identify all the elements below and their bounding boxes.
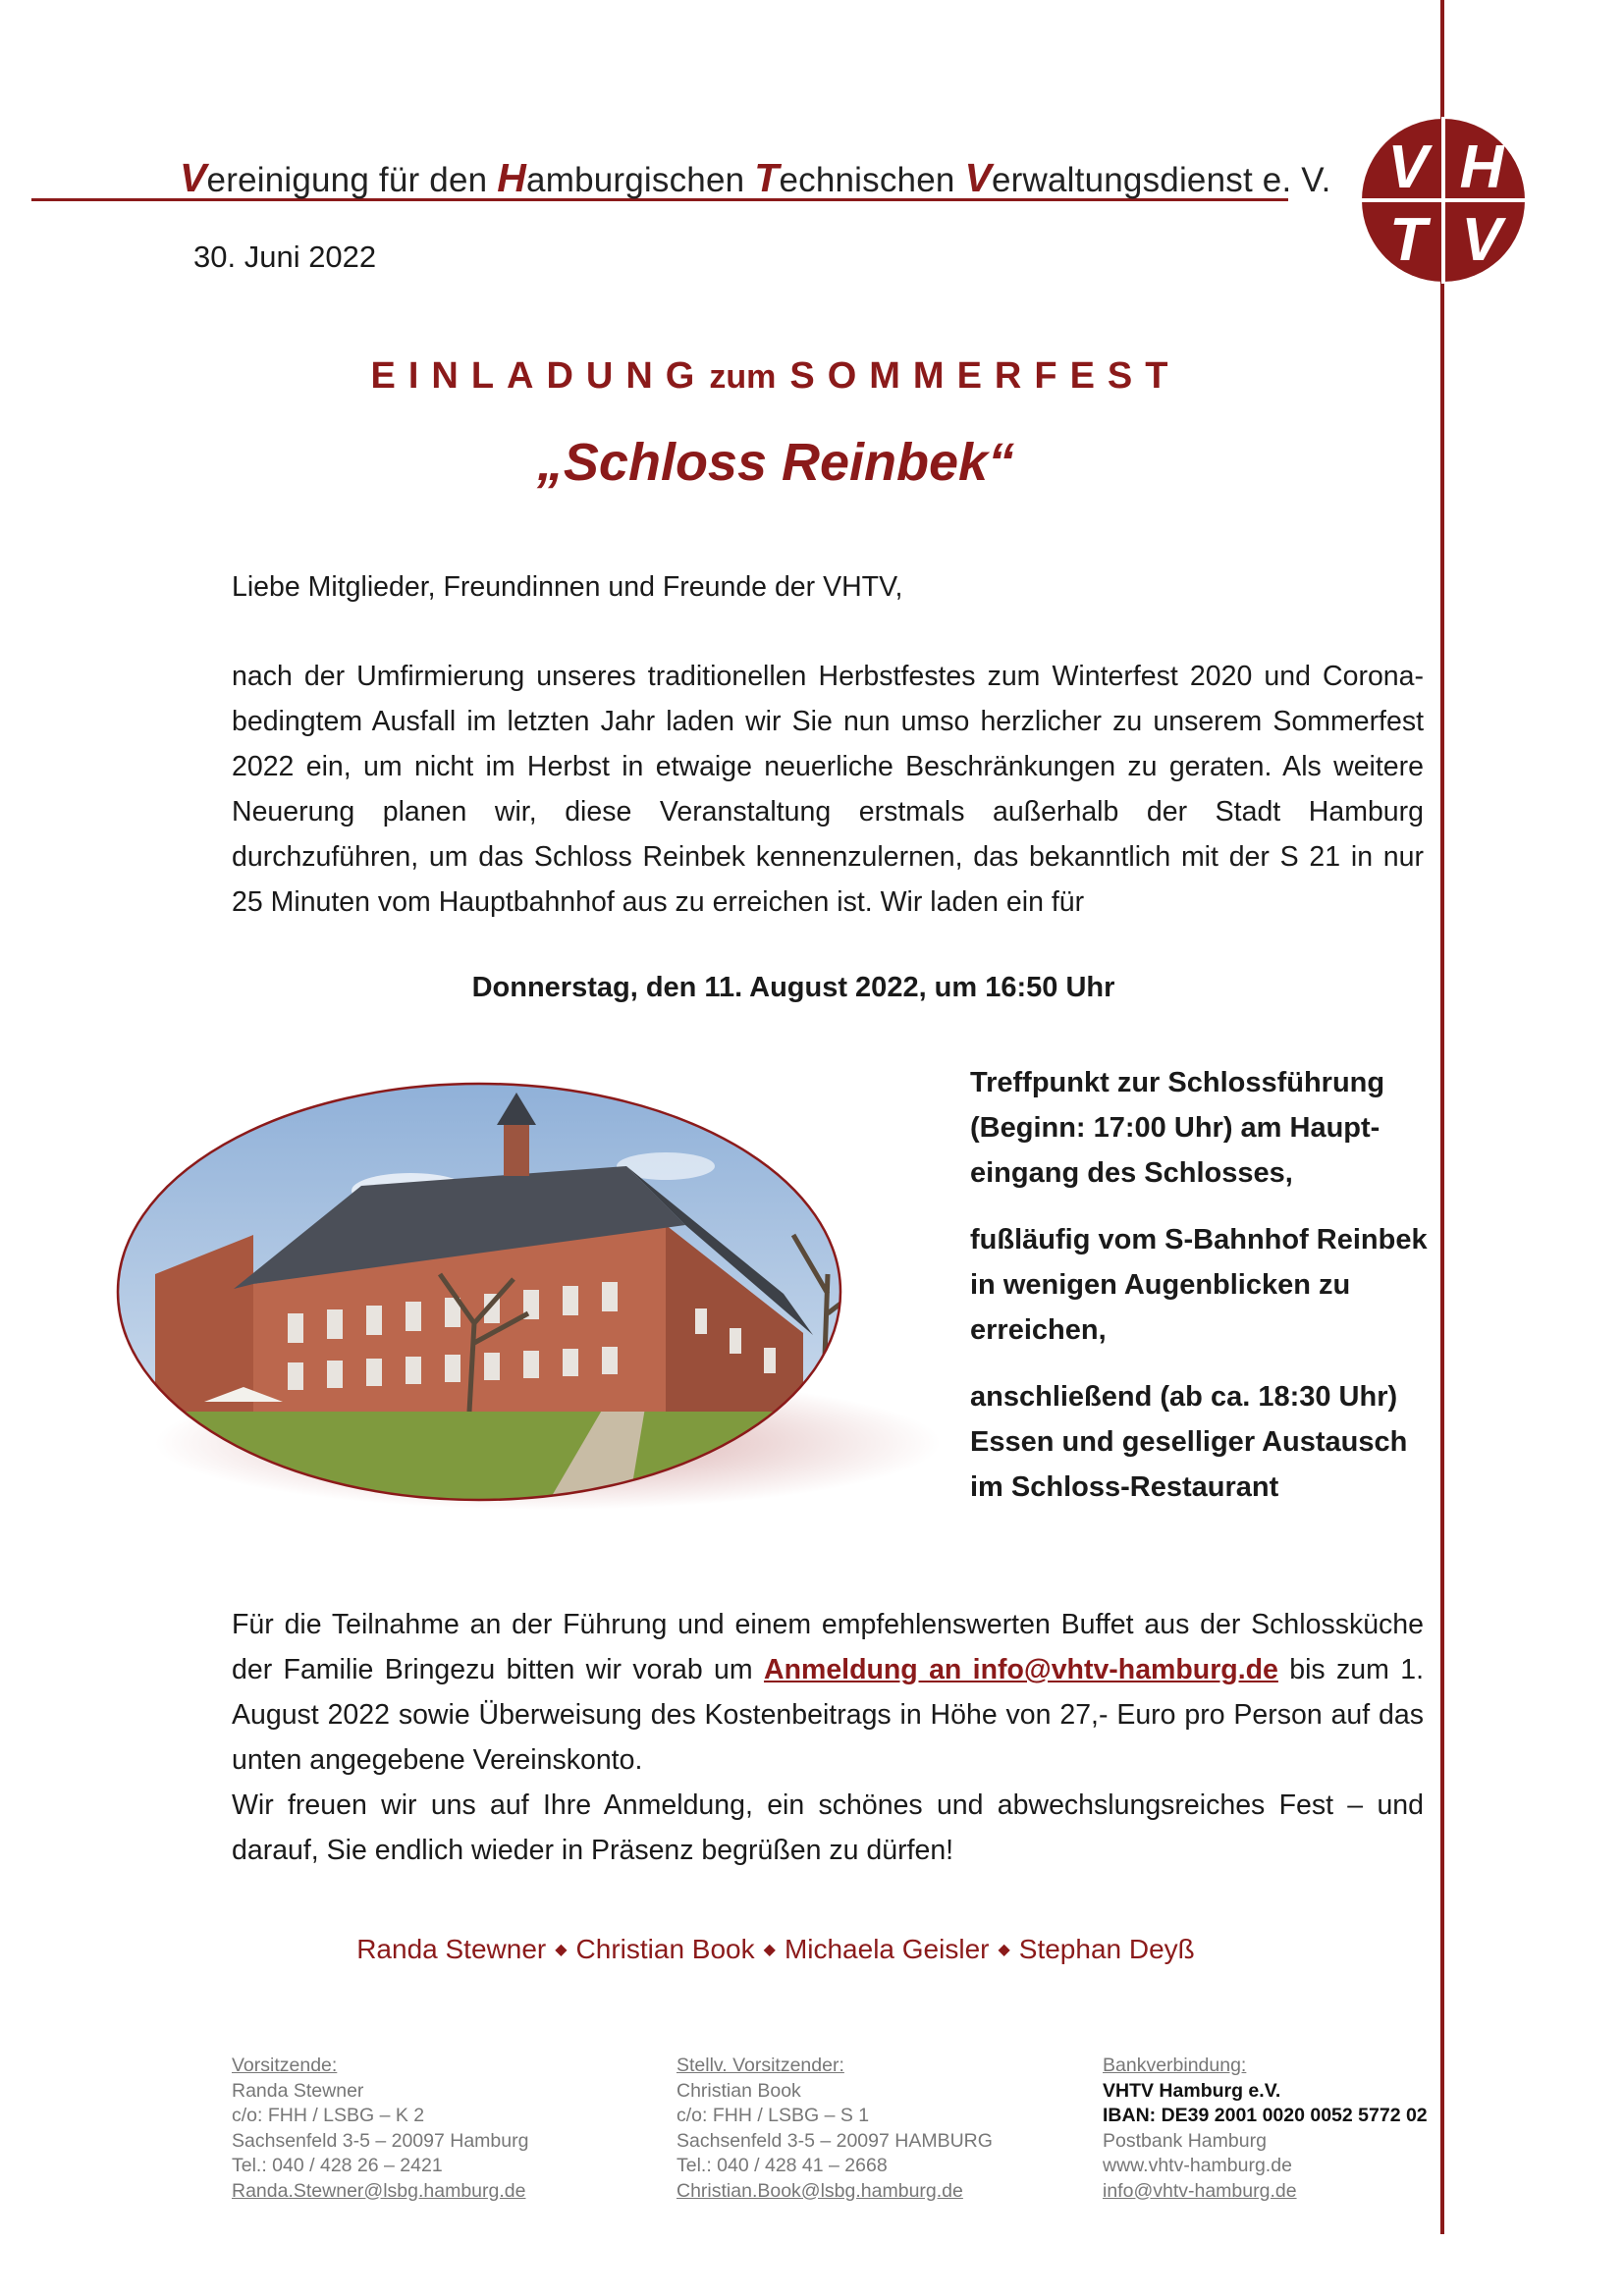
org-word: erwaltungsdienst e. V. [992,161,1331,199]
diamond-separator-icon: ◆ [763,1942,776,1958]
detail-meeting-point: Treffpunkt zur Schlossführung (Beginn: 17:00 Uhr) am Haupt-eingang des Schlosses, [970,1067,1385,1189]
footer-email-link[interactable]: Randa.Stewner@lsbg.hamburg.de [232,2179,526,2202]
footer-heading: Stellv. Vorsitzender: [677,2055,844,2076]
logo-letter: V [1461,206,1502,274]
logo-letter: T [1389,206,1427,274]
footer-vice-chair [677,2054,993,2204]
participation-text: Für die Teilnahme an der Führung und einem empfehlenswerten Buffet aus der Schlossküche der Familie Bringezu bitten wir vorab um [232,1609,1424,1685]
footer-chair [232,2054,528,2204]
participation-text: bis zum 1. August 2022 sowie Überweisung des Kostenbeitrags in Höhe von 27,- Euro pro Person auf das unten angegebene Vereinskonto. [232,1654,1424,1776]
closing-text: Wir freuen wir uns auf Ihre Anmeldung, ein schönes und abwechslungsreiches Fest – und darauf, Sie endlich wieder in Präsenz begrüßen zu dürfen! [232,1789,1424,1866]
signer-name: Stephan Deyß [1018,1934,1195,1964]
org-initial: V [180,155,207,200]
logo-letter: V [1387,133,1429,201]
org-word: ereinigung für den [206,161,498,199]
vhtv-logo [1360,117,1527,284]
heading-zum: zum [709,358,777,396]
footer-email-link[interactable]: info@vhtv-hamburg.de [1103,2179,1297,2202]
footer-address: Sachsenfeld 3-5 – 20097 HAMBURG [677,2129,993,2152]
detail-directions: fußläufig vom S-Bahnhof Reinbek in wenigen Augenblicken zu erreichen, [970,1224,1428,1346]
org-word: echnischen [779,161,965,199]
participation-paragraph [232,1602,1424,1873]
castle-photo [116,1078,941,1520]
letter-date: 30. Juni 2022 [193,240,377,274]
signer-name: Randa Stewner [356,1934,547,1964]
heading-part: SOMMERFEST [789,355,1181,397]
footer-phone: Tel.: 040 / 428 26 – 2421 [232,2155,443,2176]
footer-address: c/o: FHH / LSBG – K 2 [232,2105,425,2126]
diamond-separator-icon: ◆ [555,1942,568,1958]
footer-name: Christian Book [677,2079,801,2102]
logo-letter: H [1459,133,1504,201]
signer-name: Michaela Geisler [784,1934,990,1964]
footer-iban: IBAN: DE39 2001 0020 0052 5772 02 [1103,2105,1428,2126]
detail-dinner: anschließend (ab ca. 18:30 Uhr) Essen und geselliger Austausch im Schloss-Restaurant [970,1381,1408,1503]
footer-name: Randa Stewner [232,2079,364,2102]
footer-address: Sachsenfeld 3-5 – 20097 Hamburg [232,2129,529,2152]
footer-bank-name: Postbank Hamburg [1103,2129,1267,2152]
invitation-subheading: „Schloss Reinbek“ [536,433,1015,492]
footer-website-link[interactable]: www.vhtv-hamburg.de [1103,2155,1292,2176]
organization-name [180,155,1331,201]
org-word: amburgischen [526,161,755,199]
org-initial: V [964,155,993,200]
org-initial: T [754,155,780,200]
event-date: Donnerstag, den 11. August 2022, um 16:50 Uhr [471,972,1115,1003]
heading-part: EINLADUNG [370,355,708,397]
diamond-separator-icon: ◆ [998,1942,1010,1958]
intro-paragraph: nach der Umfirmierung unseres traditionellen Herbstfestes zum Winterfest 2020 und Corona-bedingtem Ausfall im letzten Jahr laden wir Sie nun umso herzlicher zu unserem Sommerfest 2022 ein, um nicht im Herbst in etwaige neuerliche Beschränkungen zu geraten. Als weitere Neuerung planen wir, diese Veranstaltung erstmals außerhalb der Stadt Hamburg durchzuführen, um das Schloss Reinbek kennenzulernen, das bekanntlich mit der S 21 in nur 25 Minuten vom Hauptbahnhof aus zu erreichen ist. Wir laden ein für [232,661,1424,918]
invitation-heading [0,355,1551,398]
registration-link[interactable]: Anmeldung an info@vhtv-hamburg.de [763,1654,1278,1685]
footer-bank [1103,2054,1428,2204]
footer-email-link[interactable]: Christian.Book@lsbg.hamburg.de [677,2179,963,2202]
footer-heading: Bankverbindung: [1103,2055,1247,2076]
salutation: Liebe Mitglieder, Freundinnen und Freunde der VHTV, [232,571,903,603]
event-details [970,1060,1432,1531]
footer-account-name: VHTV Hamburg e.V. [1103,2079,1281,2102]
org-initial: H [497,155,527,200]
footer-address: c/o: FHH / LSBG – S 1 [677,2105,870,2126]
footer-phone: Tel.: 040 / 428 41 – 2668 [677,2155,888,2176]
footer-heading: Vorsitzende: [232,2055,338,2076]
vertical-rule [1440,0,1444,2234]
signers-line [0,1934,1551,1965]
signer-name: Christian Book [575,1934,755,1964]
